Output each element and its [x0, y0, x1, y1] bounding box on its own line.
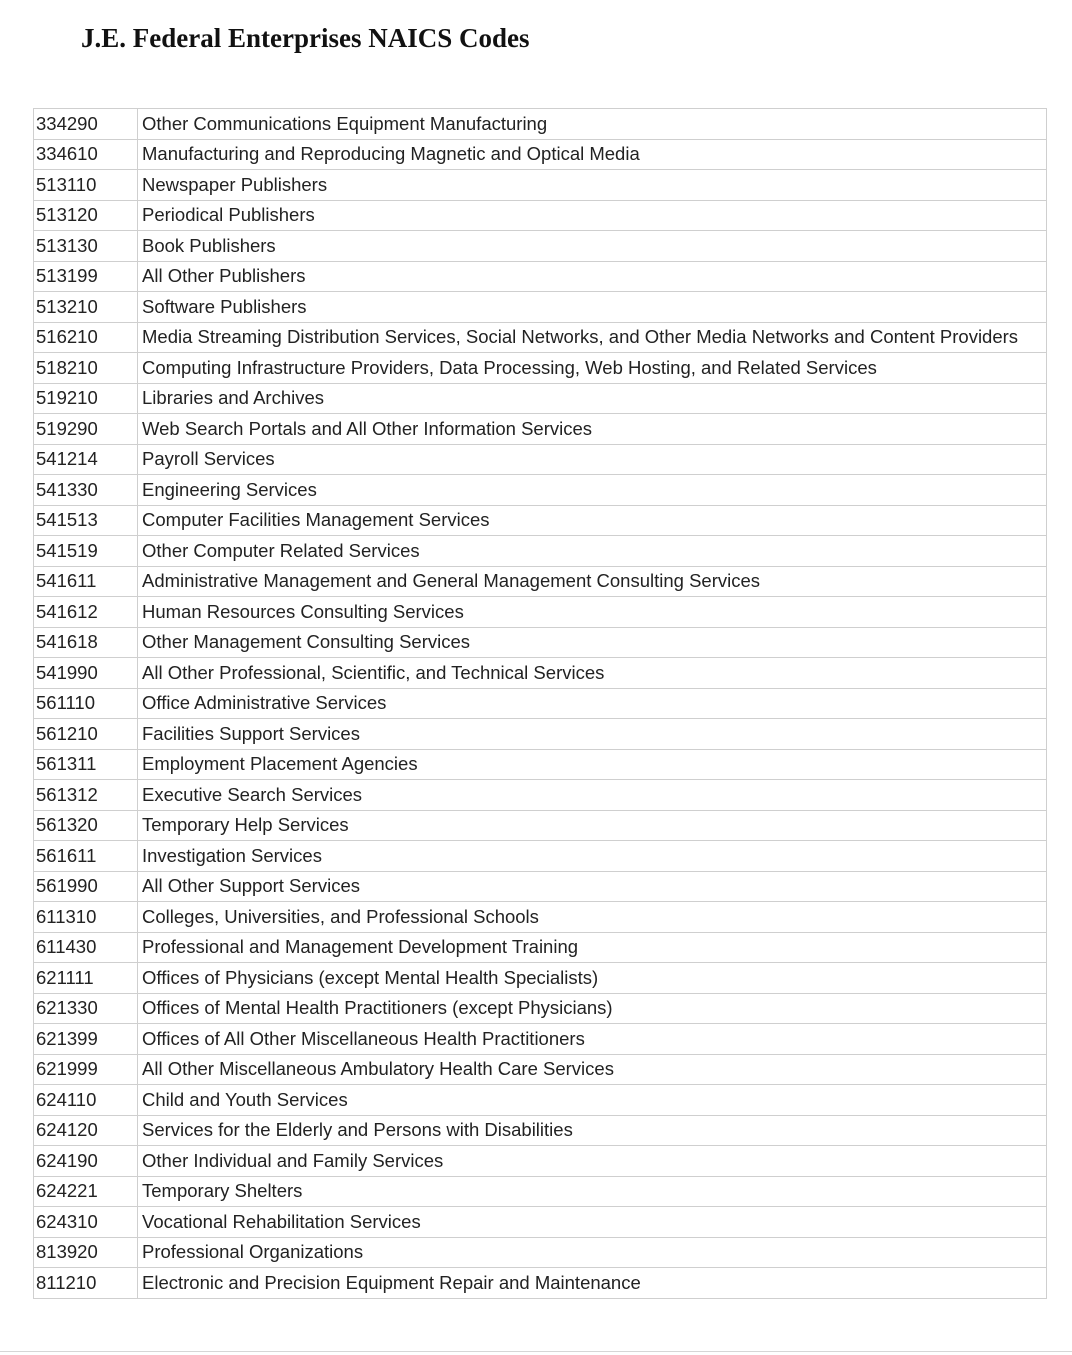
- naics-description-cell: Human Resources Consulting Services: [138, 597, 1047, 628]
- naics-code-cell: 541990: [34, 658, 138, 689]
- naics-description-cell: All Other Publishers: [138, 261, 1047, 292]
- naics-description-cell: Software Publishers: [138, 292, 1047, 323]
- table-row: [34, 1268, 1047, 1299]
- naics-description-cell: Other Computer Related Services: [138, 536, 1047, 567]
- table-row: [34, 1176, 1047, 1207]
- naics-code-cell: 561311: [34, 749, 138, 780]
- naics-description-cell: Child and Youth Services: [138, 1085, 1047, 1116]
- table-row: [34, 475, 1047, 506]
- naics-code-cell: 513110: [34, 170, 138, 201]
- naics-code-cell: 541618: [34, 627, 138, 658]
- naics-description-cell: Professional Organizations: [138, 1237, 1047, 1268]
- naics-code-cell: 621330: [34, 993, 138, 1024]
- naics-description-cell: Media Streaming Distribution Services, Social Networks, and Other Media Networks and Content Providers: [138, 322, 1047, 353]
- naics-code-cell: 624310: [34, 1207, 138, 1238]
- naics-description-cell: Investigation Services: [138, 841, 1047, 872]
- naics-codes-table: [33, 108, 1047, 1299]
- table-row: [34, 1207, 1047, 1238]
- table-row: [34, 780, 1047, 811]
- table-row: [34, 536, 1047, 567]
- naics-description-cell: All Other Miscellaneous Ambulatory Health Care Services: [138, 1054, 1047, 1085]
- naics-description-cell: Office Administrative Services: [138, 688, 1047, 719]
- table-row: [34, 963, 1047, 994]
- naics-code-cell: 561312: [34, 780, 138, 811]
- naics-code-cell: 541330: [34, 475, 138, 506]
- naics-code-cell: 624110: [34, 1085, 138, 1116]
- table-row: [34, 261, 1047, 292]
- naics-table-container: [33, 108, 1046, 1299]
- table-row: [34, 231, 1047, 262]
- table-row: [34, 1115, 1047, 1146]
- naics-code-cell: 513120: [34, 200, 138, 231]
- naics-code-cell: 624221: [34, 1176, 138, 1207]
- naics-description-cell: Offices of All Other Miscellaneous Health Practitioners: [138, 1024, 1047, 1055]
- naics-code-cell: 518210: [34, 353, 138, 384]
- table-row: [34, 597, 1047, 628]
- naics-description-cell: Temporary Shelters: [138, 1176, 1047, 1207]
- naics-description-cell: Offices of Mental Health Practitioners (except Physicians): [138, 993, 1047, 1024]
- naics-code-cell: 811210: [34, 1268, 138, 1299]
- naics-code-cell: 621999: [34, 1054, 138, 1085]
- naics-code-cell: 541612: [34, 597, 138, 628]
- naics-description-cell: Computing Infrastructure Providers, Data Processing, Web Hosting, and Related Services: [138, 353, 1047, 384]
- naics-code-cell: 561320: [34, 810, 138, 841]
- naics-table-body: [34, 109, 1047, 1299]
- table-row: [34, 658, 1047, 689]
- table-row: [34, 1237, 1047, 1268]
- table-row: [34, 627, 1047, 658]
- naics-description-cell: Offices of Physicians (except Mental Health Specialists): [138, 963, 1047, 994]
- table-row: [34, 1024, 1047, 1055]
- table-row: [34, 414, 1047, 445]
- naics-description-cell: Colleges, Universities, and Professional Schools: [138, 902, 1047, 933]
- naics-description-cell: All Other Support Services: [138, 871, 1047, 902]
- table-row: [34, 932, 1047, 963]
- naics-description-cell: Facilities Support Services: [138, 719, 1047, 750]
- naics-code-cell: 513199: [34, 261, 138, 292]
- naics-code-cell: 541611: [34, 566, 138, 597]
- naics-code-cell: 541513: [34, 505, 138, 536]
- naics-description-cell: Newspaper Publishers: [138, 170, 1047, 201]
- naics-code-cell: 334610: [34, 139, 138, 170]
- naics-code-cell: 611430: [34, 932, 138, 963]
- naics-code-cell: 813920: [34, 1237, 138, 1268]
- naics-code-cell: 611310: [34, 902, 138, 933]
- table-row: [34, 170, 1047, 201]
- table-row: [34, 383, 1047, 414]
- table-row: [34, 719, 1047, 750]
- table-row: [34, 505, 1047, 536]
- naics-description-cell: Web Search Portals and All Other Information Services: [138, 414, 1047, 445]
- naics-description-cell: Administrative Management and General Management Consulting Services: [138, 566, 1047, 597]
- table-row: [34, 902, 1047, 933]
- table-row: [34, 993, 1047, 1024]
- naics-description-cell: Other Communications Equipment Manufacturing: [138, 109, 1047, 140]
- naics-code-cell: 561611: [34, 841, 138, 872]
- naics-description-cell: Temporary Help Services: [138, 810, 1047, 841]
- naics-code-cell: 513210: [34, 292, 138, 323]
- table-row: [34, 1146, 1047, 1177]
- naics-code-cell: 624120: [34, 1115, 138, 1146]
- table-row: [34, 322, 1047, 353]
- naics-description-cell: Book Publishers: [138, 231, 1047, 262]
- naics-code-cell: 624190: [34, 1146, 138, 1177]
- naics-description-cell: Executive Search Services: [138, 780, 1047, 811]
- table-row: [34, 109, 1047, 140]
- table-row: [34, 200, 1047, 231]
- table-row: [34, 353, 1047, 384]
- table-row: [34, 1085, 1047, 1116]
- naics-code-cell: 519290: [34, 414, 138, 445]
- naics-description-cell: Other Individual and Family Services: [138, 1146, 1047, 1177]
- page-bottom-divider: [0, 1351, 1072, 1352]
- table-row: [34, 444, 1047, 475]
- table-row: [34, 566, 1047, 597]
- document-title: J.E. Federal Enterprises NAICS Codes: [81, 23, 530, 53]
- naics-description-cell: Vocational Rehabilitation Services: [138, 1207, 1047, 1238]
- naics-description-cell: Electronic and Precision Equipment Repair and Maintenance: [138, 1268, 1047, 1299]
- naics-code-cell: 519210: [34, 383, 138, 414]
- naics-description-cell: Professional and Management Development Training: [138, 932, 1047, 963]
- naics-description-cell: Computer Facilities Management Services: [138, 505, 1047, 536]
- naics-description-cell: Periodical Publishers: [138, 200, 1047, 231]
- naics-description-cell: Other Management Consulting Services: [138, 627, 1047, 658]
- naics-code-cell: 561210: [34, 719, 138, 750]
- naics-code-cell: 561990: [34, 871, 138, 902]
- naics-description-cell: Manufacturing and Reproducing Magnetic and Optical Media: [138, 139, 1047, 170]
- naics-description-cell: All Other Professional, Scientific, and Technical Services: [138, 658, 1047, 689]
- table-row: [34, 139, 1047, 170]
- table-row: [34, 841, 1047, 872]
- table-row: [34, 871, 1047, 902]
- naics-code-cell: 516210: [34, 322, 138, 353]
- naics-code-cell: 621399: [34, 1024, 138, 1055]
- naics-code-cell: 561110: [34, 688, 138, 719]
- table-row: [34, 688, 1047, 719]
- table-row: [34, 292, 1047, 323]
- table-row: [34, 1054, 1047, 1085]
- naics-code-cell: 513130: [34, 231, 138, 262]
- table-row: [34, 810, 1047, 841]
- naics-code-cell: 621111: [34, 963, 138, 994]
- naics-code-cell: 541214: [34, 444, 138, 475]
- naics-description-cell: Engineering Services: [138, 475, 1047, 506]
- table-row: [34, 749, 1047, 780]
- naics-description-cell: Services for the Elderly and Persons with Disabilities: [138, 1115, 1047, 1146]
- naics-code-cell: 334290: [34, 109, 138, 140]
- naics-description-cell: Employment Placement Agencies: [138, 749, 1047, 780]
- naics-code-cell: 541519: [34, 536, 138, 567]
- naics-description-cell: Payroll Services: [138, 444, 1047, 475]
- naics-description-cell: Libraries and Archives: [138, 383, 1047, 414]
